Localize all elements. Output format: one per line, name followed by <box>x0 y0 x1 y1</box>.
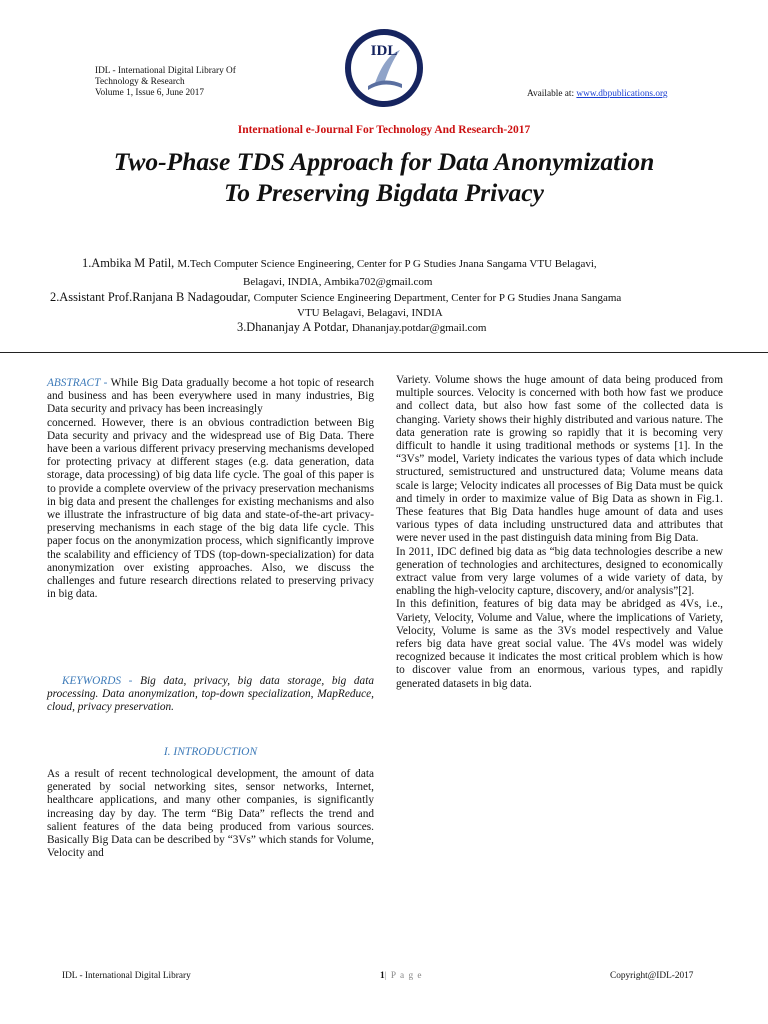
author-3-email: Dhananjay.potdar@gmail.com <box>351 322 487 334</box>
author-1-affil: M.Tech Computer Science Engineering, Center for P G Studies Jnana Sangama VTU Belagavi, <box>177 258 597 270</box>
right-paragraph-2: In 2011, IDC defined big data as “big data technologies describe a new generation of technologies and architectures, designed to economically extract value from very large volumes of a wide variety of data, by enabling the high-velocity capture, discovery, and/or analysis”[2]. <box>396 545 723 598</box>
page-number: 1 <box>380 971 385 981</box>
section-heading-introduction: I. INTRODUCTION <box>163 746 258 758</box>
availability-note <box>527 89 668 99</box>
abstract-body: concerned. However, there is an obvious contradiction between Big Data security and privacy and the widespread use of Big Data. There have been a various different privacy preserving mechanisms developed for protecting privacy at different stages (e.g. data generation, data storage, data processing) of big data life cycle. The goal of this paper is to provide a complete overview of the privacy preservation mechanisms in big data and present the challenges for existing mechanisms and also we illustrate the infrastructure of big data and state-of-the-art privacy-preserving mechanisms in each stage of the big data life cycle. This paper focus on the anonymization process, which significantly improve the scalability and efficiency of TDS (top-down-specialization) for data anonymization over existing approaches. Also, we discuss the challenges and future research directions related to preserving privacy in big data. <box>47 416 374 601</box>
author-2-name: 2.Assistant Prof.Ranjana B Nadagoudar, <box>50 290 251 304</box>
author-1-email: Belagavi, INDIA, Ambika702@gmail.com <box>243 276 433 288</box>
keywords-section <box>47 675 374 715</box>
abstract-section <box>47 377 374 601</box>
publisher-link[interactable]: www.dbpublications.org <box>576 89 668 99</box>
author-2 <box>50 290 621 305</box>
right-paragraph-3: In this definition, features of big data may be abridged as 4Vs, i.e., Variety, Velocity, Volume and Value, where the implications of Variety, Velocity, Volume is same as the 3Vs model respectively and Value refers big data have great social value. The 4Vs model was widely recognized because it indicates the most critical problem which is how to discover value from an enormous, various types, and rapidly generated datasets in big data. <box>396 598 723 690</box>
footer-left: IDL - International Digital Library <box>62 971 191 981</box>
header-line-2: Technology & Research <box>95 77 185 87</box>
right-column <box>396 374 723 691</box>
author-2-location: VTU Belagavi, Belagavi, INDIA <box>297 307 443 319</box>
right-paragraph-1: Variety. Volume shows the huge amount of data being produced from multiple sources. Velocity is concerned with both how fast we produce and collect data, but also how fast some of the collected data is changing. Variety shows their highly distributed and various nature. The data generation rate is growing so rapidly that it is becoming very difficult to handle it using traditional methods or systems [1]. In the “3Vs” model, Variety indicates the various types of data which include structured, semistructured and unstructured data; Volume means data scale is large; Velocity indicates all processes of Big Data must be quick and timely in order to maximize value of Big Data as shown in Fig.1. These features that Big Data handles huge amount of data and uses various types of data including unstructured data and attributes that were never used in the past distinguish data mining from Big Data. <box>396 374 723 545</box>
author-3 <box>237 320 486 335</box>
author-2-affil: Computer Science Engineering Department, Center for P G Studies Jnana Sangama <box>253 292 622 304</box>
header-divider <box>0 352 768 353</box>
page-word: | P a g e <box>384 971 423 981</box>
paper-title <box>0 146 768 208</box>
author-1-name: 1.Ambika M Patil, <box>82 256 175 270</box>
title-line-2: To Preserving Bigdata Privacy <box>224 178 544 207</box>
footer-page <box>380 971 423 981</box>
idl-logo <box>344 28 424 108</box>
author-1-cont <box>243 274 432 289</box>
abstract-label: ABSTRACT - <box>47 377 108 389</box>
author-1 <box>82 256 597 271</box>
author-2-cont <box>297 305 443 320</box>
abstract-first: While Big Data gradually become a hot topic of research and business and has been everywhere used in many industries, Big Data security and privacy has been increasingly <box>47 377 375 416</box>
logo-text: IDL <box>370 43 398 59</box>
keywords-label: KEYWORDS - <box>62 675 133 687</box>
title-line-1: Two-Phase TDS Approach for Data Anonymization <box>113 147 655 176</box>
footer-copyright: Copyright@IDL-2017 <box>610 971 694 981</box>
keywords-text: Big data, privacy, big data storage, big data processing. Data anonymization, top-down specialization, MapReduce, cloud, privacy preservation. <box>47 675 374 714</box>
available-label: Available at: <box>527 89 575 99</box>
header-line-3: Volume 1, Issue 6, June 2017 <box>95 88 205 98</box>
journal-header-info <box>95 66 295 99</box>
journal-name: International e-Journal For Technology And Research-2017 <box>237 124 531 136</box>
author-3-name: 3.Dhananjay A Potdar, <box>237 320 349 334</box>
header-line-1: IDL - International Digital Library Of <box>95 66 236 76</box>
introduction-text <box>47 768 374 860</box>
intro-paragraph: As a result of recent technological development, the amount of data generated by social networking sites, sensor networks, Internet, healthcare applications, and many other companies, is significantly increasing day by day. The term “Big Data” reflects the trend and salient features of the data being produced from various sources. Basically Big Data can be described by “3Vs” which stands for Volume, Velocity and <box>47 768 374 860</box>
